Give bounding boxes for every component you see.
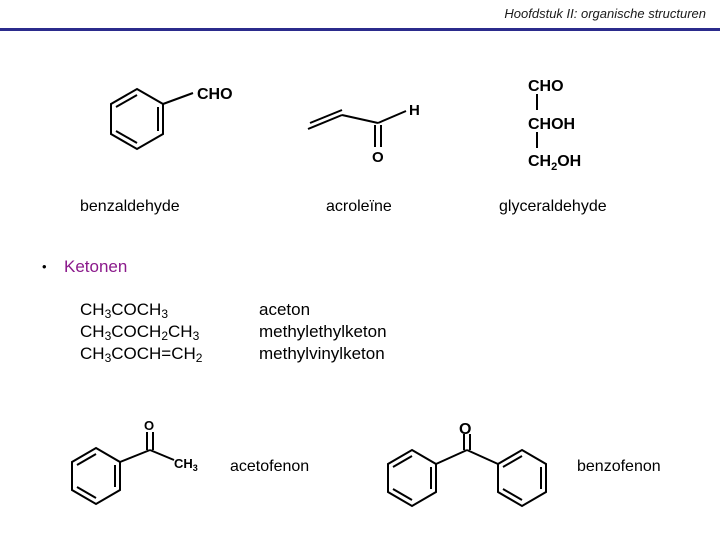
acetofenon-ch3-label: $CH_3$ <box>174 456 198 473</box>
benzofenon-structure <box>380 418 570 518</box>
glyceraldehyde-choh: CHOH <box>528 116 576 133</box>
benzaldehyde-label: benzaldehyde <box>80 198 180 215</box>
benzofenon-o-label: O <box>459 421 472 438</box>
formula-aceton: $CH_3COCH_3$ <box>80 300 168 321</box>
acroleine-h-label: H <box>409 102 420 119</box>
glyceraldehyde-label: glyceraldehyde <box>499 198 607 215</box>
page-header-title: Hoofdstuk II: organische structuren <box>504 6 706 21</box>
section-heading-ketonen: Ketonen <box>64 257 128 276</box>
name-methylvinylketon: methylvinylketon <box>259 344 385 363</box>
glyceraldehyde-ch2oh: $CH_2OH$ <box>528 153 582 173</box>
acroleine-o-label: O <box>372 149 384 166</box>
acetofenon-o-label: O <box>144 418 155 433</box>
header-divider <box>0 28 720 31</box>
name-aceton: aceton <box>259 300 311 319</box>
benzaldehyde-structure <box>95 75 245 165</box>
acetofenon-label: acetofenon <box>230 458 310 475</box>
formula-methylethylketon: $CH_3COCH_2CH_3$ <box>80 322 200 343</box>
ketone-formulas <box>80 299 202 365</box>
bullet-marker: • <box>42 259 47 274</box>
acroleine-structure <box>298 95 438 170</box>
glyceraldehyde-structure <box>522 72 612 174</box>
benzofenon-label: benzofenon <box>577 458 661 475</box>
glyceraldehyde-cho: CHO <box>528 78 564 95</box>
cho-label: CHO <box>197 86 233 103</box>
acetofenon-structure <box>62 418 212 518</box>
formula-methylvinylketon: $CH_3COCH=CH_2$ <box>80 344 203 365</box>
name-methylethylketon: methylethylketon <box>259 322 387 341</box>
acroleine-label: acroleïne <box>326 198 392 215</box>
ketone-names <box>259 299 387 365</box>
